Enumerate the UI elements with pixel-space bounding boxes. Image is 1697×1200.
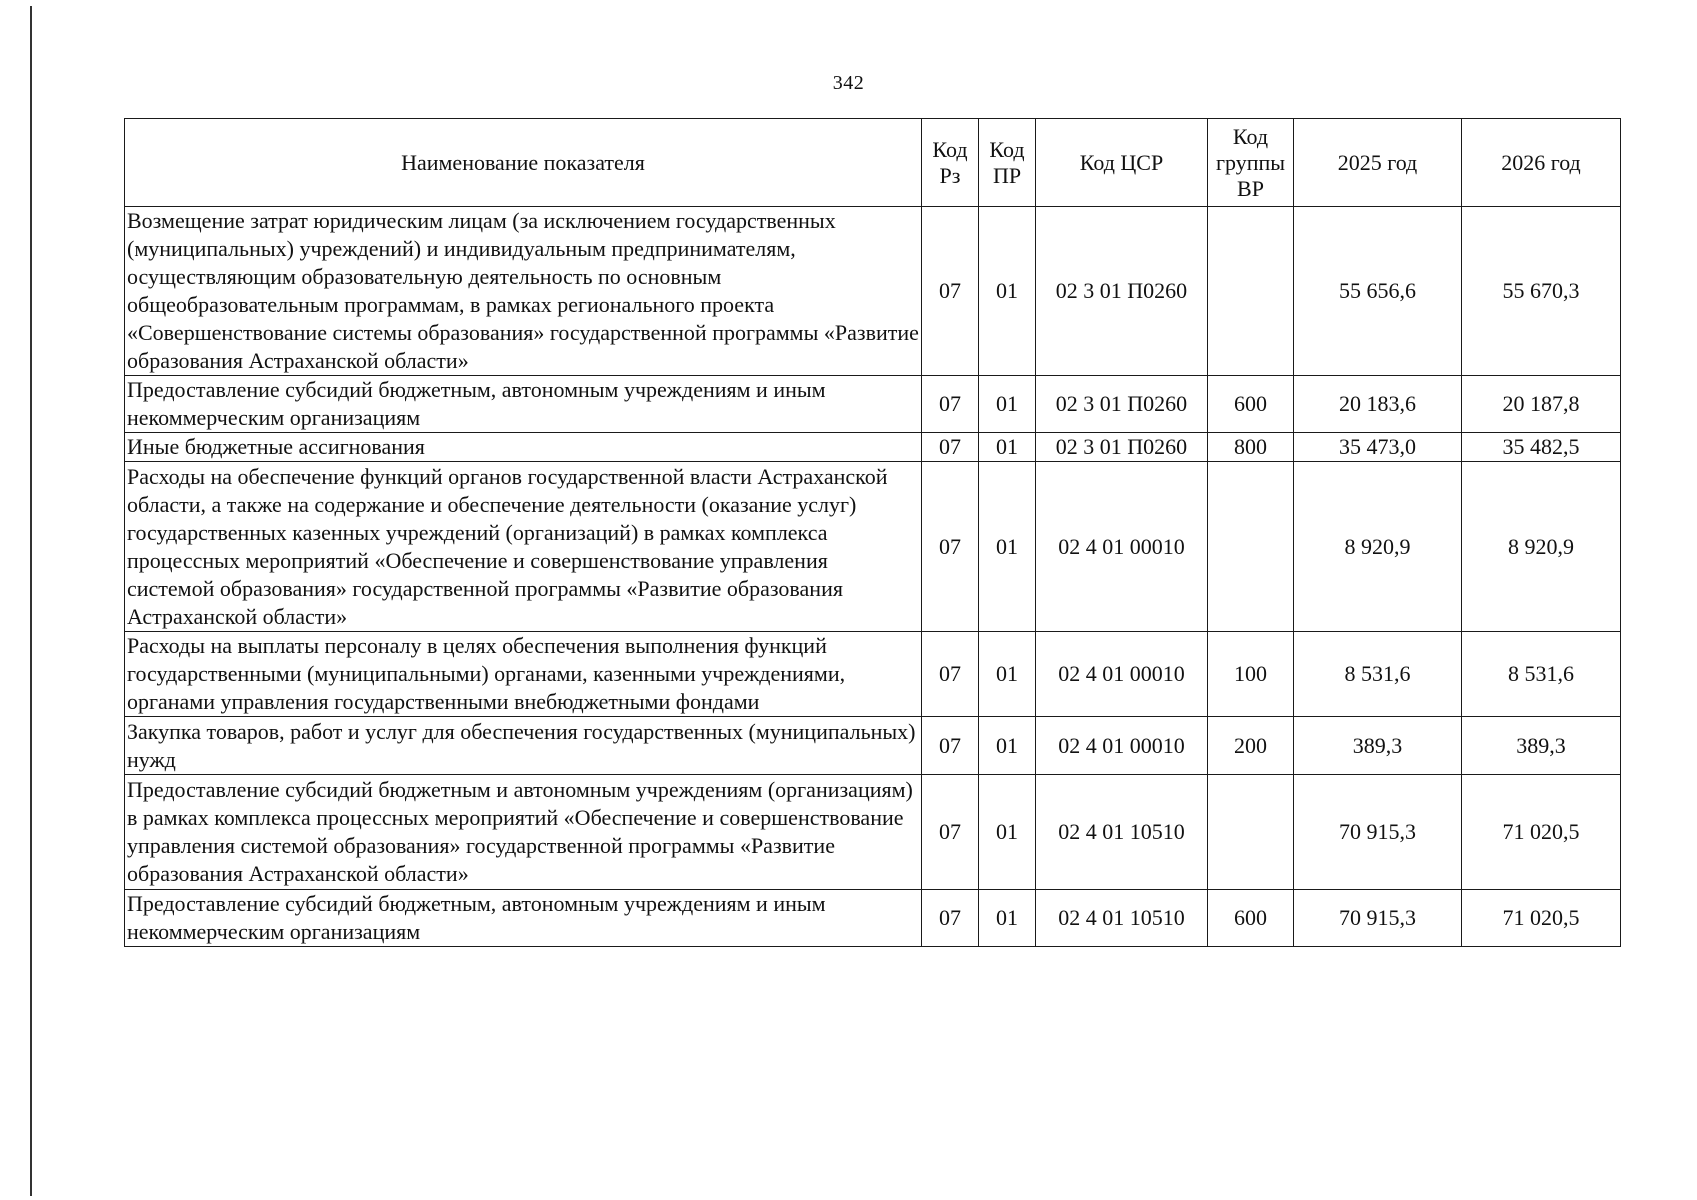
cell-2026: 55 670,3	[1462, 207, 1621, 376]
header-pr: Код ПР	[979, 119, 1036, 207]
cell-rz: 07	[922, 462, 979, 632]
cell-pr: 01	[979, 717, 1036, 775]
cell-2026: 8 920,9	[1462, 462, 1621, 632]
cell-pr: 01	[979, 890, 1036, 947]
header-name: Наименование показателя	[125, 119, 922, 207]
cell-pr: 01	[979, 775, 1036, 890]
cell-pr: 01	[979, 433, 1036, 462]
cell-2025: 20 183,6	[1294, 376, 1462, 433]
table-body	[125, 207, 1621, 947]
cell-2025: 35 473,0	[1294, 433, 1462, 462]
cell-2026: 20 187,8	[1462, 376, 1621, 433]
page-number: 342	[832, 72, 865, 94]
cell-vr: 100	[1208, 632, 1294, 717]
cell-rz: 07	[922, 775, 979, 890]
table-header	[125, 119, 1621, 207]
header-csr: Код ЦСР	[1036, 119, 1208, 207]
cell-vr	[1208, 462, 1294, 632]
cell-pr: 01	[979, 462, 1036, 632]
cell-rz: 07	[922, 433, 979, 462]
cell-name: Расходы на обеспечение функций органов государственной власти Астраханской области, а также на содержание и обеспечение деятельности (оказание услуг) государственных казенных учреждений (организаций) в рамках комплекса процессных мероприятий «Обеспечение и совершенствование управления системой образования» государственной программы «Развитие образования Астраханской области»	[125, 462, 922, 632]
header-2025: 2025 год	[1294, 119, 1462, 207]
cell-name: Расходы на выплаты персоналу в целях обеспечения выполнения функций государственными (муниципальными) органами, казенными учреждениями, органами управления государственными внебюджетными фондами	[125, 632, 922, 717]
cell-2026: 8 531,6	[1462, 632, 1621, 717]
cell-csr: 02 3 01 П0260	[1036, 376, 1208, 433]
table-row	[125, 376, 1621, 433]
cell-name: Возмещение затрат юридическим лицам (за исключением государственных (муниципальных) учреждений) и индивидуальным предпринимателям, осуществляющим образовательную деятельность по основным общеобразовательным программам, в рамках регионального проекта «Совершенствование системы образования» государственной программы «Развитие образования Астраханской области»	[125, 207, 922, 376]
cell-vr: 800	[1208, 433, 1294, 462]
cell-2026: 71 020,5	[1462, 775, 1621, 890]
scan-edge-line	[30, 6, 32, 1196]
table-row	[125, 775, 1621, 890]
cell-name: Предоставление субсидий бюджетным, автономным учреждениям и иным некоммерческим организациям	[125, 890, 922, 947]
header-2026: 2026 год	[1462, 119, 1621, 207]
table-row	[125, 632, 1621, 717]
cell-csr: 02 4 01 00010	[1036, 717, 1208, 775]
cell-2025: 389,3	[1294, 717, 1462, 775]
cell-2025: 8 531,6	[1294, 632, 1462, 717]
header-vr: Код группы ВР	[1208, 119, 1294, 207]
cell-rz: 07	[922, 890, 979, 947]
cell-name: Закупка товаров, работ и услуг для обеспечения государственных (муниципальных) нужд	[125, 717, 922, 775]
header-rz: Код Рз	[922, 119, 979, 207]
cell-csr: 02 4 01 10510	[1036, 890, 1208, 947]
table-row	[125, 433, 1621, 462]
table-row	[125, 462, 1621, 632]
cell-vr: 200	[1208, 717, 1294, 775]
cell-2026: 71 020,5	[1462, 890, 1621, 947]
cell-name: Предоставление субсидий бюджетным и автономным учреждениям (организациям) в рамках комплекса процессных мероприятий «Обеспечение и совершенствование управления системой образования» государственной программы «Развитие образования Астраханской области»	[125, 775, 922, 890]
table-row	[125, 717, 1621, 775]
cell-2025: 55 656,6	[1294, 207, 1462, 376]
cell-rz: 07	[922, 376, 979, 433]
cell-2025: 70 915,3	[1294, 775, 1462, 890]
cell-vr: 600	[1208, 890, 1294, 947]
budget-table	[124, 118, 1621, 947]
cell-2025: 8 920,9	[1294, 462, 1462, 632]
cell-csr: 02 4 01 10510	[1036, 775, 1208, 890]
cell-pr: 01	[979, 207, 1036, 376]
table-row	[125, 890, 1621, 947]
cell-csr: 02 3 01 П0260	[1036, 207, 1208, 376]
cell-pr: 01	[979, 632, 1036, 717]
cell-vr	[1208, 207, 1294, 376]
cell-csr: 02 3 01 П0260	[1036, 433, 1208, 462]
cell-csr: 02 4 01 00010	[1036, 462, 1208, 632]
header-row	[125, 119, 1621, 207]
cell-2025: 70 915,3	[1294, 890, 1462, 947]
cell-pr: 01	[979, 376, 1036, 433]
cell-csr: 02 4 01 00010	[1036, 632, 1208, 717]
cell-rz: 07	[922, 207, 979, 376]
cell-name: Предоставление субсидий бюджетным, автономным учреждениям и иным некоммерческим организациям	[125, 376, 922, 433]
cell-2026: 35 482,5	[1462, 433, 1621, 462]
cell-vr	[1208, 775, 1294, 890]
cell-2026: 389,3	[1462, 717, 1621, 775]
cell-rz: 07	[922, 632, 979, 717]
cell-name: Иные бюджетные ассигнования	[125, 433, 922, 462]
cell-rz: 07	[922, 717, 979, 775]
table-row	[125, 207, 1621, 376]
cell-vr: 600	[1208, 376, 1294, 433]
